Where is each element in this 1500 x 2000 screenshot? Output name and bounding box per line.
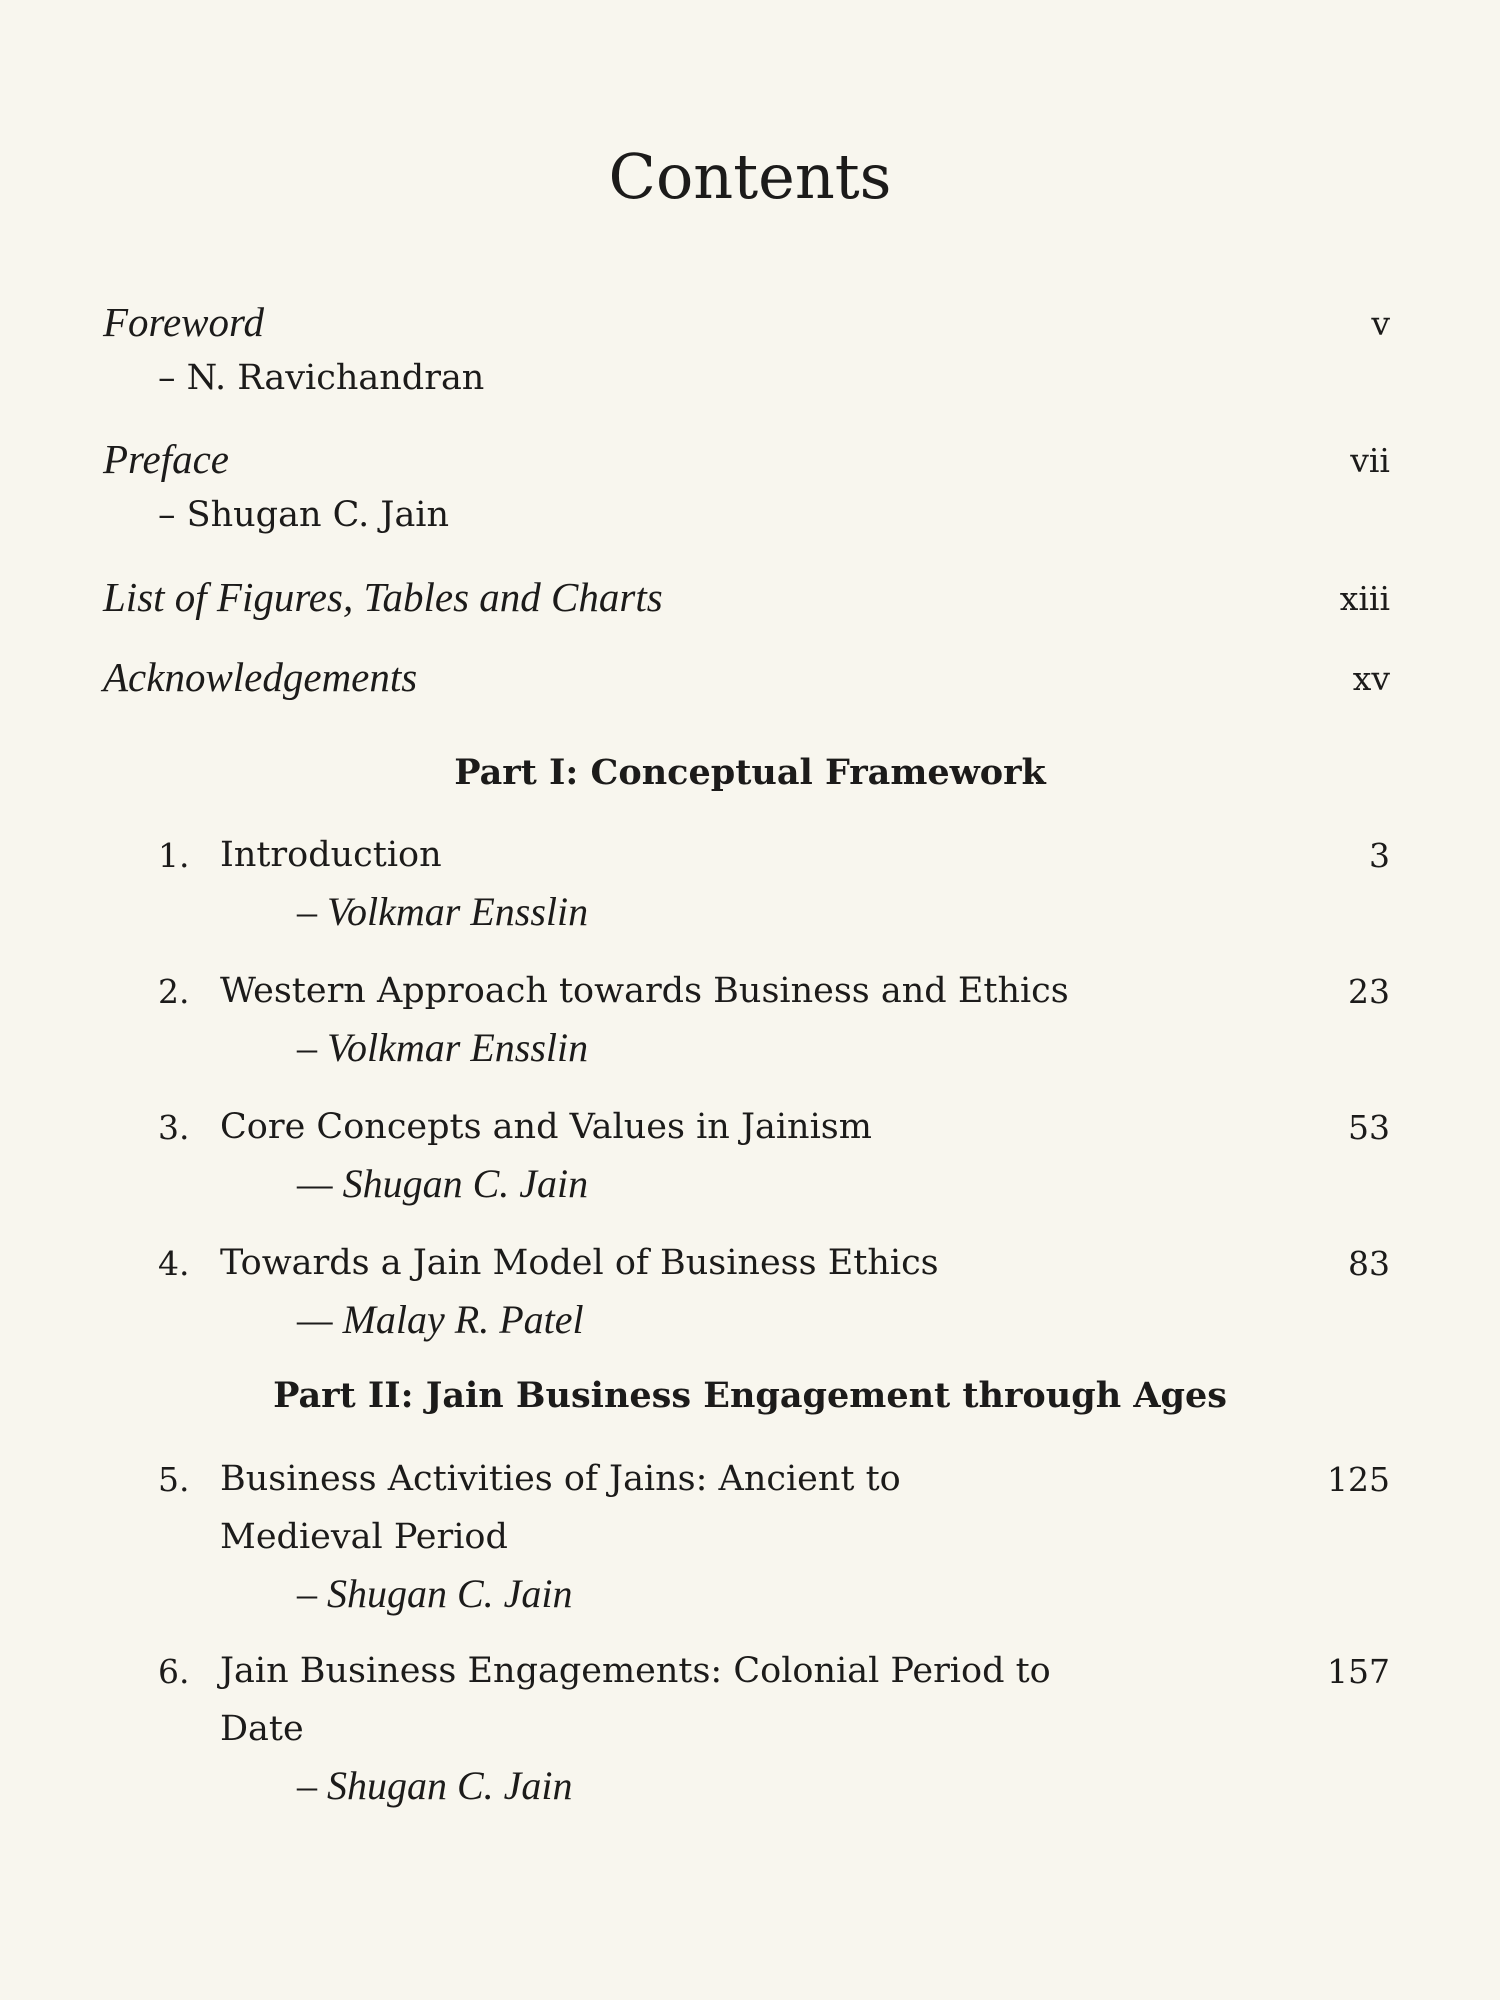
chapter-title: Towards a Jain Model of Business Ethics — [220, 1243, 939, 1283]
chapter-author: – Shugan C. Jain — [297, 1571, 573, 1616]
front-matter-title: List of Figures, Tables and Charts — [103, 574, 663, 620]
front-matter-title: Acknowledgements — [103, 654, 418, 700]
chapter-title: Western Approach towards Business and Ethics — [220, 971, 1069, 1011]
page-number: v — [1371, 304, 1390, 343]
page-number: 53 — [1348, 1108, 1390, 1147]
chapter-title: Core Concepts and Values in Jainism — [220, 1107, 872, 1147]
chapter-number: 6. — [158, 1652, 190, 1691]
page-number: xiii — [1339, 579, 1390, 618]
page-number: 3 — [1369, 836, 1390, 875]
chapter-author: – Shugan C. Jain — [297, 1763, 573, 1808]
chapter-author: – Volkmar Ensslin — [297, 889, 589, 934]
part-heading: Part I: Conceptual Framework — [454, 752, 1046, 793]
chapter-number: 2. — [158, 972, 190, 1011]
chapter-title: Jain Business Engagements: Colonial Period to Date — [220, 1651, 1051, 1749]
page-number: xv — [1352, 659, 1390, 698]
chapter-author: — Malay R. Patel — [297, 1297, 584, 1342]
part-heading: Part II: Jain Business Engagement through Ages — [273, 1375, 1227, 1416]
front-matter-title: Preface — [103, 436, 229, 482]
chapter-number: 5. — [158, 1460, 190, 1499]
page-number: 125 — [1327, 1460, 1390, 1499]
chapter-title: Business Activities of Jains: Ancient to Medieval Period — [220, 1459, 901, 1557]
page-number: 83 — [1348, 1244, 1390, 1283]
page-number: 23 — [1348, 972, 1390, 1011]
front-matter-title: Foreword — [103, 299, 264, 345]
front-matter-author: – Shugan C. Jain — [158, 495, 450, 535]
chapter-number: 3. — [158, 1108, 190, 1147]
chapter-title: Introduction — [220, 835, 442, 875]
chapter-number: 4. — [158, 1244, 190, 1283]
page-number: 157 — [1327, 1652, 1390, 1691]
front-matter-author: – N. Ravichandran — [158, 358, 485, 398]
page-number: vii — [1350, 441, 1390, 480]
chapter-author: – Volkmar Ensslin — [297, 1025, 589, 1070]
page-title: Contents — [608, 140, 892, 213]
chapter-author: — Shugan C. Jain — [297, 1161, 589, 1206]
chapter-number: 1. — [158, 836, 190, 875]
